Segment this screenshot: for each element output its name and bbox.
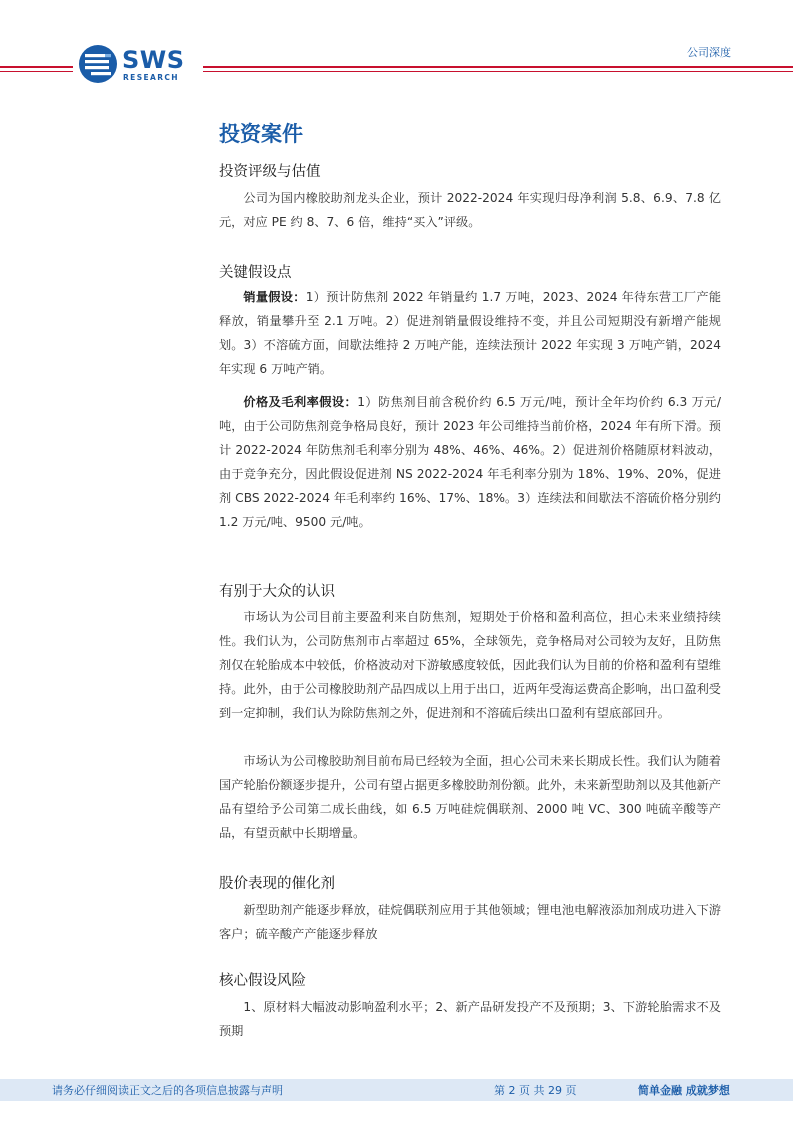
header-rule [203, 66, 793, 68]
different-view-paragraph-1: 市场认为公司目前主要盈利来自防焦剂，短期处于价格和盈利高位，担心未来业绩持续性。我们认为，公司防焦剂市占率超过 65%，全球领先，竞争格局对公司较为友好，且防焦剂仅在轮胎成本中较低，价格波动对下游敏感度较低，因此我们认为目前的价格和盈利有望维持。此外，由于公司橡胶助剂产品四成以上用于出口，近两年受海运费高企影响，出口盈利受到一定抑制，我们认为除防焦剂之外，促进剂和不溶硫后续出口盈利有望底部回升。 [219, 610, 721, 720]
page-title: 投资案件 [219, 122, 303, 146]
section-heading-assumptions: 关键假设点 [219, 265, 292, 281]
section-heading-rating: 投资评级与估值 [219, 164, 321, 180]
section-heading-different-view: 有别于大众的认识 [219, 584, 335, 600]
sales-assumption-text: 1）预计防焦剂 2022 年销量约 1.7 万吨，2023、2024 年待东营工厂产能释放，销量攀升至 2.1 万吨。2）促进剂销量假设维持不变，并且公司短期没有新增产能规划。3）不溶硫方面，间歇法维持 2 万吨产能，连续法预计 2022 年实现 3 万吨产销，2024 年实现 6 万吨产销。 [219, 290, 722, 376]
footer-slogan: 简单金融 成就梦想 [638, 1084, 730, 1097]
rating-paragraph: 公司为国内橡胶助剂龙头企业，预计 2022-2024 年实现归母净利润 5.8、6.9、7.8 亿元，对应 PE 约 8、7、6 倍，维持“买入”评级。 [219, 191, 721, 229]
logo-subtext: RESEARCH [123, 73, 179, 82]
different-view-paragraph-2: 市场认为公司橡胶助剂目前布局已经较为全面，担心公司未来长期成长性。我们认为随着国产轮胎份额逐步提升，公司有望占据更多橡胶助剂份额。此外，未来新型助剂以及其他新产品有望给予公司第二成长曲线，如 6.5 万吨硅烷偶联剂、2000 吨 VC、300 吨硫辛酸等产品，有望贡献中长期增量。 [219, 754, 721, 840]
section-heading-risk: 核心假设风险 [219, 973, 306, 989]
sales-assumption-paragraph [219, 285, 721, 381]
sws-logo [78, 44, 198, 84]
page-number: 第 2 页 共 29 页 [494, 1084, 577, 1097]
sales-assumption-label: 销量假设： [243, 290, 306, 304]
risk-paragraph: 1、原材料大幅波动影响盈利水平；2、新产品研发投产不及预期；3、下游轮胎需求不及预期 [219, 1000, 721, 1038]
price-assumption-text: 1）防焦剂目前含税价约 6.5 万元/吨，预计全年均价约 6.3 万元/吨，由于公司防焦剂竞争格局良好，预计 2023 年公司维持当前价格，2024 年有所下滑。预计 2022-2024 年防焦剂毛利率分别为 48%、46%、46%。2）促进剂价格随原材料波动，由于竞争充分，因此假设促进剂 NS 2022-2024 年毛利率分别为 18%、19%、20%，促进剂 CBS 2022-2024 年毛利率约 16%、17%、18%。3）连续法和间歇法不溶硫价格分别约 1.2 万元/吨、9500 元/吨。 [219, 395, 722, 529]
report-type-label: 公司深度 [687, 46, 731, 59]
sws-logo-icon [78, 44, 118, 84]
page-footer [0, 1079, 793, 1101]
section-heading-catalyst: 股价表现的催化剂 [219, 876, 335, 892]
header-rule [203, 71, 793, 72]
logo-text: SWS [122, 46, 185, 74]
header-rule [0, 66, 73, 68]
page-header [0, 0, 793, 90]
price-assumption-label: 价格及毛利率假设： [243, 395, 358, 409]
footer-disclaimer: 请务必仔细阅读正文之后的各项信息披露与声明 [52, 1084, 283, 1097]
catalyst-paragraph: 新型助剂产能逐步释放，硅烷偶联剂应用于其他领域；锂电池电解液添加剂成功进入下游客户；硫辛酸产产能逐步释放 [219, 903, 721, 941]
price-assumption-paragraph [219, 390, 721, 534]
header-rule [0, 71, 73, 72]
